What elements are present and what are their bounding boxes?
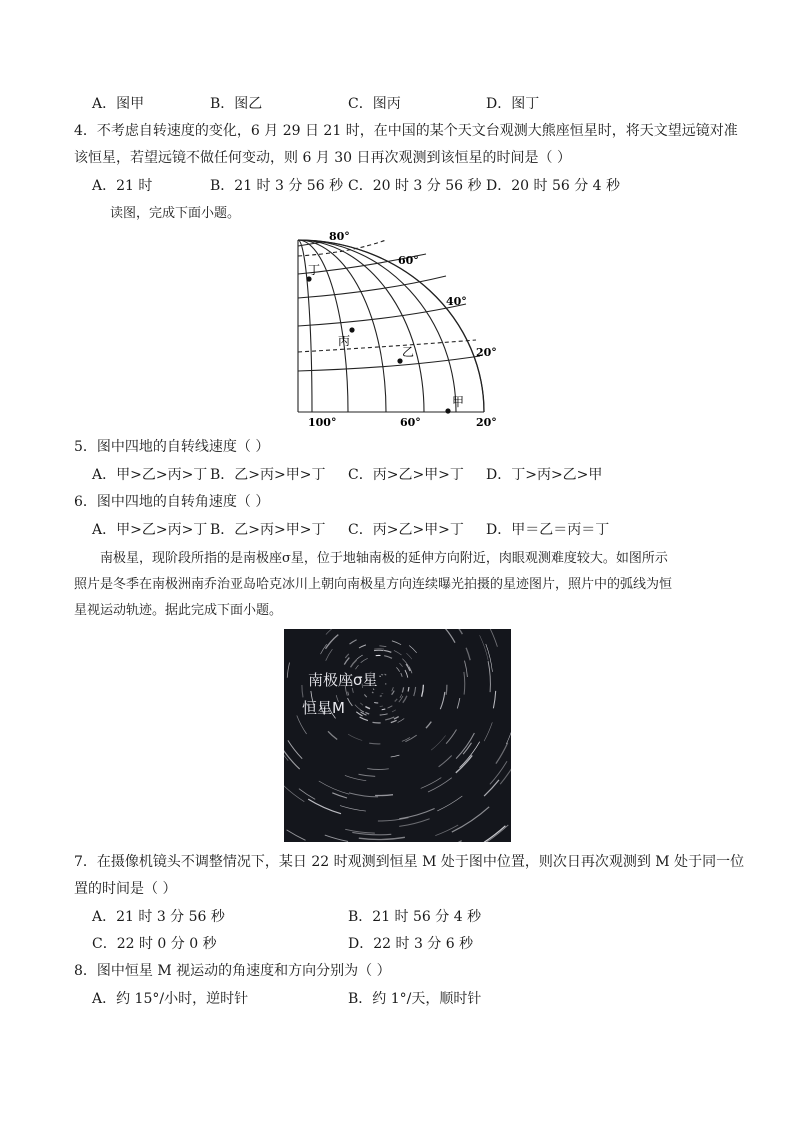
star-trail-arc xyxy=(457,698,460,708)
star-trail-arc xyxy=(442,629,455,643)
star-trail-arc xyxy=(464,672,465,695)
star-trail-arc xyxy=(372,692,373,693)
star-trails xyxy=(284,629,511,842)
q6-option-a: A．甲>乙>丙>丁 xyxy=(92,522,208,538)
star-trail-arc xyxy=(365,712,369,714)
star-trail-arc xyxy=(359,837,405,839)
star-trail-arc xyxy=(321,644,327,654)
star-trail-arc xyxy=(384,656,392,659)
star-trail-arc xyxy=(391,720,397,722)
star-trail-arc xyxy=(367,769,389,770)
star-trail-arc xyxy=(388,706,393,708)
star-trail-arc xyxy=(405,670,408,678)
star-trail-arc xyxy=(348,692,349,696)
star-trail-photo xyxy=(284,629,511,842)
star-trail-arc xyxy=(446,685,447,695)
star-trail-arc xyxy=(500,757,511,784)
q8-option-b: B．约 1°/天，顺时针 xyxy=(348,991,482,1007)
point-yi xyxy=(397,358,402,363)
star-trail-arc xyxy=(345,775,366,780)
star-trail-arc xyxy=(364,694,366,697)
graticule-figure xyxy=(290,228,510,430)
star-trail-arc xyxy=(465,661,468,677)
q7-option-c: C．22 时 0 分 0 秒 xyxy=(92,936,217,952)
label-yi: 乙 xyxy=(402,345,415,359)
star-trail-arc xyxy=(348,734,362,740)
star-trail-arc xyxy=(302,685,303,697)
star-trail-arc xyxy=(402,659,408,666)
q7-option-d: D．22 时 3 分 6 秒 xyxy=(348,936,474,952)
q4-option-d: D．20 时 56 分 4 秒 xyxy=(486,178,621,194)
label-bing: 丙 xyxy=(338,334,351,348)
q7-stem-line1: 7．在摄像机镜头不调整情况下，某日 22 时观测到恒星 M 处于图中位置，则次日再次观测到 M 处于同一位 xyxy=(74,854,745,870)
q5-stem: 5．图中四地的自转线速度（ ） xyxy=(74,439,270,455)
star-trail-arc xyxy=(344,658,349,665)
star-trail-arc xyxy=(402,687,403,692)
star-trail-arc xyxy=(359,774,376,776)
star-trail-arc xyxy=(426,722,431,729)
star-trail-arc xyxy=(392,641,401,645)
star-trail-arc xyxy=(325,835,348,841)
q7-stem-line2: 置的时间是（ ） xyxy=(74,881,177,897)
star-trail-arc xyxy=(365,707,370,709)
q4-option-c: C．20 时 3 分 56 秒 xyxy=(348,178,482,194)
star-trail-arc xyxy=(452,807,489,832)
star-trail-arc xyxy=(400,694,402,697)
star-trail-arc xyxy=(345,654,349,658)
star-trail-arc xyxy=(456,755,472,772)
star-trail-arc xyxy=(484,826,505,842)
star-trail-arc xyxy=(446,730,456,744)
star-trail-arc xyxy=(384,650,391,652)
q4-option-a: A．21 时 xyxy=(92,178,153,194)
star-trail-arc xyxy=(421,841,462,842)
star-trail-arc xyxy=(369,743,380,744)
star-trail-arc xyxy=(396,667,399,671)
q5-option-c: C．丙>乙>甲>丁 xyxy=(348,467,464,483)
star-trail-arc xyxy=(437,796,462,811)
point-ding xyxy=(306,276,311,281)
point-jia xyxy=(445,408,450,413)
star-trail-arc xyxy=(284,777,304,802)
lat-label-20: 20° xyxy=(476,346,497,359)
star-trail-arc xyxy=(391,755,400,757)
star-trail-arc xyxy=(350,640,357,644)
point-bing xyxy=(349,327,354,332)
star-trail-arc xyxy=(422,685,424,697)
star-trail-arc xyxy=(287,830,306,840)
star-trail-arc xyxy=(326,635,339,649)
star-trail-arc xyxy=(482,629,498,647)
star-trail-arc xyxy=(355,705,361,710)
star-trail-arc xyxy=(382,693,384,694)
star-trail-arc xyxy=(405,735,416,742)
meridians xyxy=(298,240,484,412)
lon-label-60: 60° xyxy=(400,416,421,429)
star-trail-arc xyxy=(287,663,289,678)
star-trail-arc xyxy=(360,710,364,712)
star-trail-arc xyxy=(345,829,375,833)
q8-stem: 8．图中恒星 M 视运动的角速度和方向分别为（ ） xyxy=(74,963,391,979)
star-trail-arc xyxy=(381,674,383,675)
star-trail-arc xyxy=(360,717,368,721)
star-trail-arc xyxy=(402,737,410,741)
star-trail-arc xyxy=(431,736,445,751)
label-jia: 甲 xyxy=(452,395,465,409)
q7-option-b: B．21 时 56 分 4 秒 xyxy=(348,909,482,925)
star-trail-arc xyxy=(326,629,338,635)
star-trail-arc xyxy=(319,781,349,794)
star-trail-arc xyxy=(399,819,429,827)
star-trail-arc xyxy=(360,703,363,705)
label-south-pole-star: 南极座σ星 xyxy=(308,671,378,689)
parallels xyxy=(298,242,484,412)
lat-label-40: 40° xyxy=(446,295,467,308)
star-trail-arc xyxy=(493,691,495,708)
star-trail-arc xyxy=(395,699,398,702)
star-trail-arc xyxy=(385,674,387,675)
star-trail-arc xyxy=(439,756,452,767)
star-trail-arc xyxy=(409,646,417,653)
intro-2-line2: 照片是冬季在南极洲南乔治亚岛哈克冰川上朝向南极星方向连续曝光拍摄的星迹图片，照片中的弧线为恒 xyxy=(74,577,673,592)
star-trail-arc xyxy=(506,716,511,745)
label-star-m: 恒星M xyxy=(302,699,345,717)
star-trail-arc xyxy=(326,649,333,661)
lat-label-80: 80° xyxy=(329,230,350,243)
star-trail-arc xyxy=(496,743,508,764)
q5-option-b: B．乙>丙>甲>丁 xyxy=(210,467,326,483)
q3-option-c: C．图丙 xyxy=(348,96,401,112)
intro-1: 读图，完成下面小题。 xyxy=(110,206,241,221)
star-trail-arc xyxy=(398,719,405,723)
outer-boundary xyxy=(298,240,484,412)
star-trail-arc xyxy=(408,687,409,692)
q8-option-a: A．约 15°/小时，逆时针 xyxy=(92,991,249,1007)
lat-label-60: 60° xyxy=(398,254,419,267)
star-trail-arc xyxy=(400,663,403,667)
star-trail-arc xyxy=(401,673,402,677)
q7-option-a: A．21 时 3 分 56 秒 xyxy=(92,909,225,925)
star-trail-arc xyxy=(348,698,353,706)
star-trail-arc xyxy=(488,661,490,692)
star-trail-arc xyxy=(394,717,399,719)
q3-option-a: A．图甲 xyxy=(92,96,145,112)
star-trail-arc xyxy=(399,696,403,702)
q6-stem: 6．图中四地的自转角速度（ ） xyxy=(74,494,270,510)
star-trail-arc xyxy=(357,655,363,660)
intro-2-line1: 南极星，现阶段所指的是南极座σ星，位于地轴南极的延伸方向附近，肉眼观测难度较大。如图所示 xyxy=(100,551,668,566)
q4-stem-line2: 该恒星，若望远镜不做任何变动，则 6 月 30 日再次观测到该恒星的时间是（ ） xyxy=(74,150,571,166)
label-ding: 丁 xyxy=(308,263,321,277)
star-trail-arc xyxy=(332,793,347,798)
star-trail-arc xyxy=(392,710,396,712)
star-trail-arc xyxy=(406,653,412,659)
star-trail-arc xyxy=(399,809,434,819)
star-trail-arc xyxy=(373,722,381,723)
star-trail-arc xyxy=(414,687,416,696)
star-trail-arc xyxy=(392,687,394,691)
star-trail-arc xyxy=(382,709,386,710)
star-trail-arc xyxy=(456,733,474,759)
star-trail-arc xyxy=(484,722,492,741)
star-trail-arc xyxy=(466,648,470,660)
star-trail-arc xyxy=(428,778,452,792)
intro-2-line3: 星视运动轨迹。据此完成下面小题。 xyxy=(74,603,283,618)
star-trail-arc xyxy=(340,806,366,812)
q3-option-d: D．图丁 xyxy=(486,96,540,112)
q4-option-b: B．21 时 3 分 56 秒 xyxy=(210,178,344,194)
star-trail-arc xyxy=(297,716,307,735)
q5-option-d: D．丁>丙>乙>甲 xyxy=(486,467,603,483)
star-trail-arc xyxy=(374,703,378,704)
star-trail-arc xyxy=(284,749,300,769)
star-trail-arc xyxy=(359,645,366,648)
star-trail-arc xyxy=(288,740,302,758)
q6-option-d: D．甲＝乙＝丙＝丁 xyxy=(486,522,610,538)
star-trail-arc xyxy=(375,795,393,796)
star-trail-arc xyxy=(385,717,394,720)
star-trail-arc xyxy=(308,799,341,814)
q6-option-b: B．乙>丙>甲>丁 xyxy=(210,522,326,538)
star-trail-arc xyxy=(328,731,337,739)
star-trail-arc xyxy=(394,650,402,655)
star-trail-arc xyxy=(299,789,315,800)
star-trail-arc xyxy=(349,793,378,797)
q4-stem-line1: 4．不考虑自转速度的变化，6 月 29 日 21 时，在中国的某个天文台观测大熊座恒星时，将天文望远镜对准 xyxy=(74,123,738,139)
star-trail-arc xyxy=(379,646,386,647)
lon-label-20: 20° xyxy=(476,416,497,429)
q5-option-a: A．甲>乙>丙>丁 xyxy=(92,467,208,483)
star-trail-arc xyxy=(361,658,368,662)
star-trail-arc xyxy=(403,696,407,703)
star-trail-arc xyxy=(440,692,445,709)
star-trail-arc xyxy=(380,714,388,715)
lon-label-100: 100° xyxy=(308,416,337,429)
q3-option-b: B．图乙 xyxy=(210,96,263,112)
q6-option-c: C．丙>乙>甲>丁 xyxy=(348,522,464,538)
star-trail-arc xyxy=(351,660,357,668)
